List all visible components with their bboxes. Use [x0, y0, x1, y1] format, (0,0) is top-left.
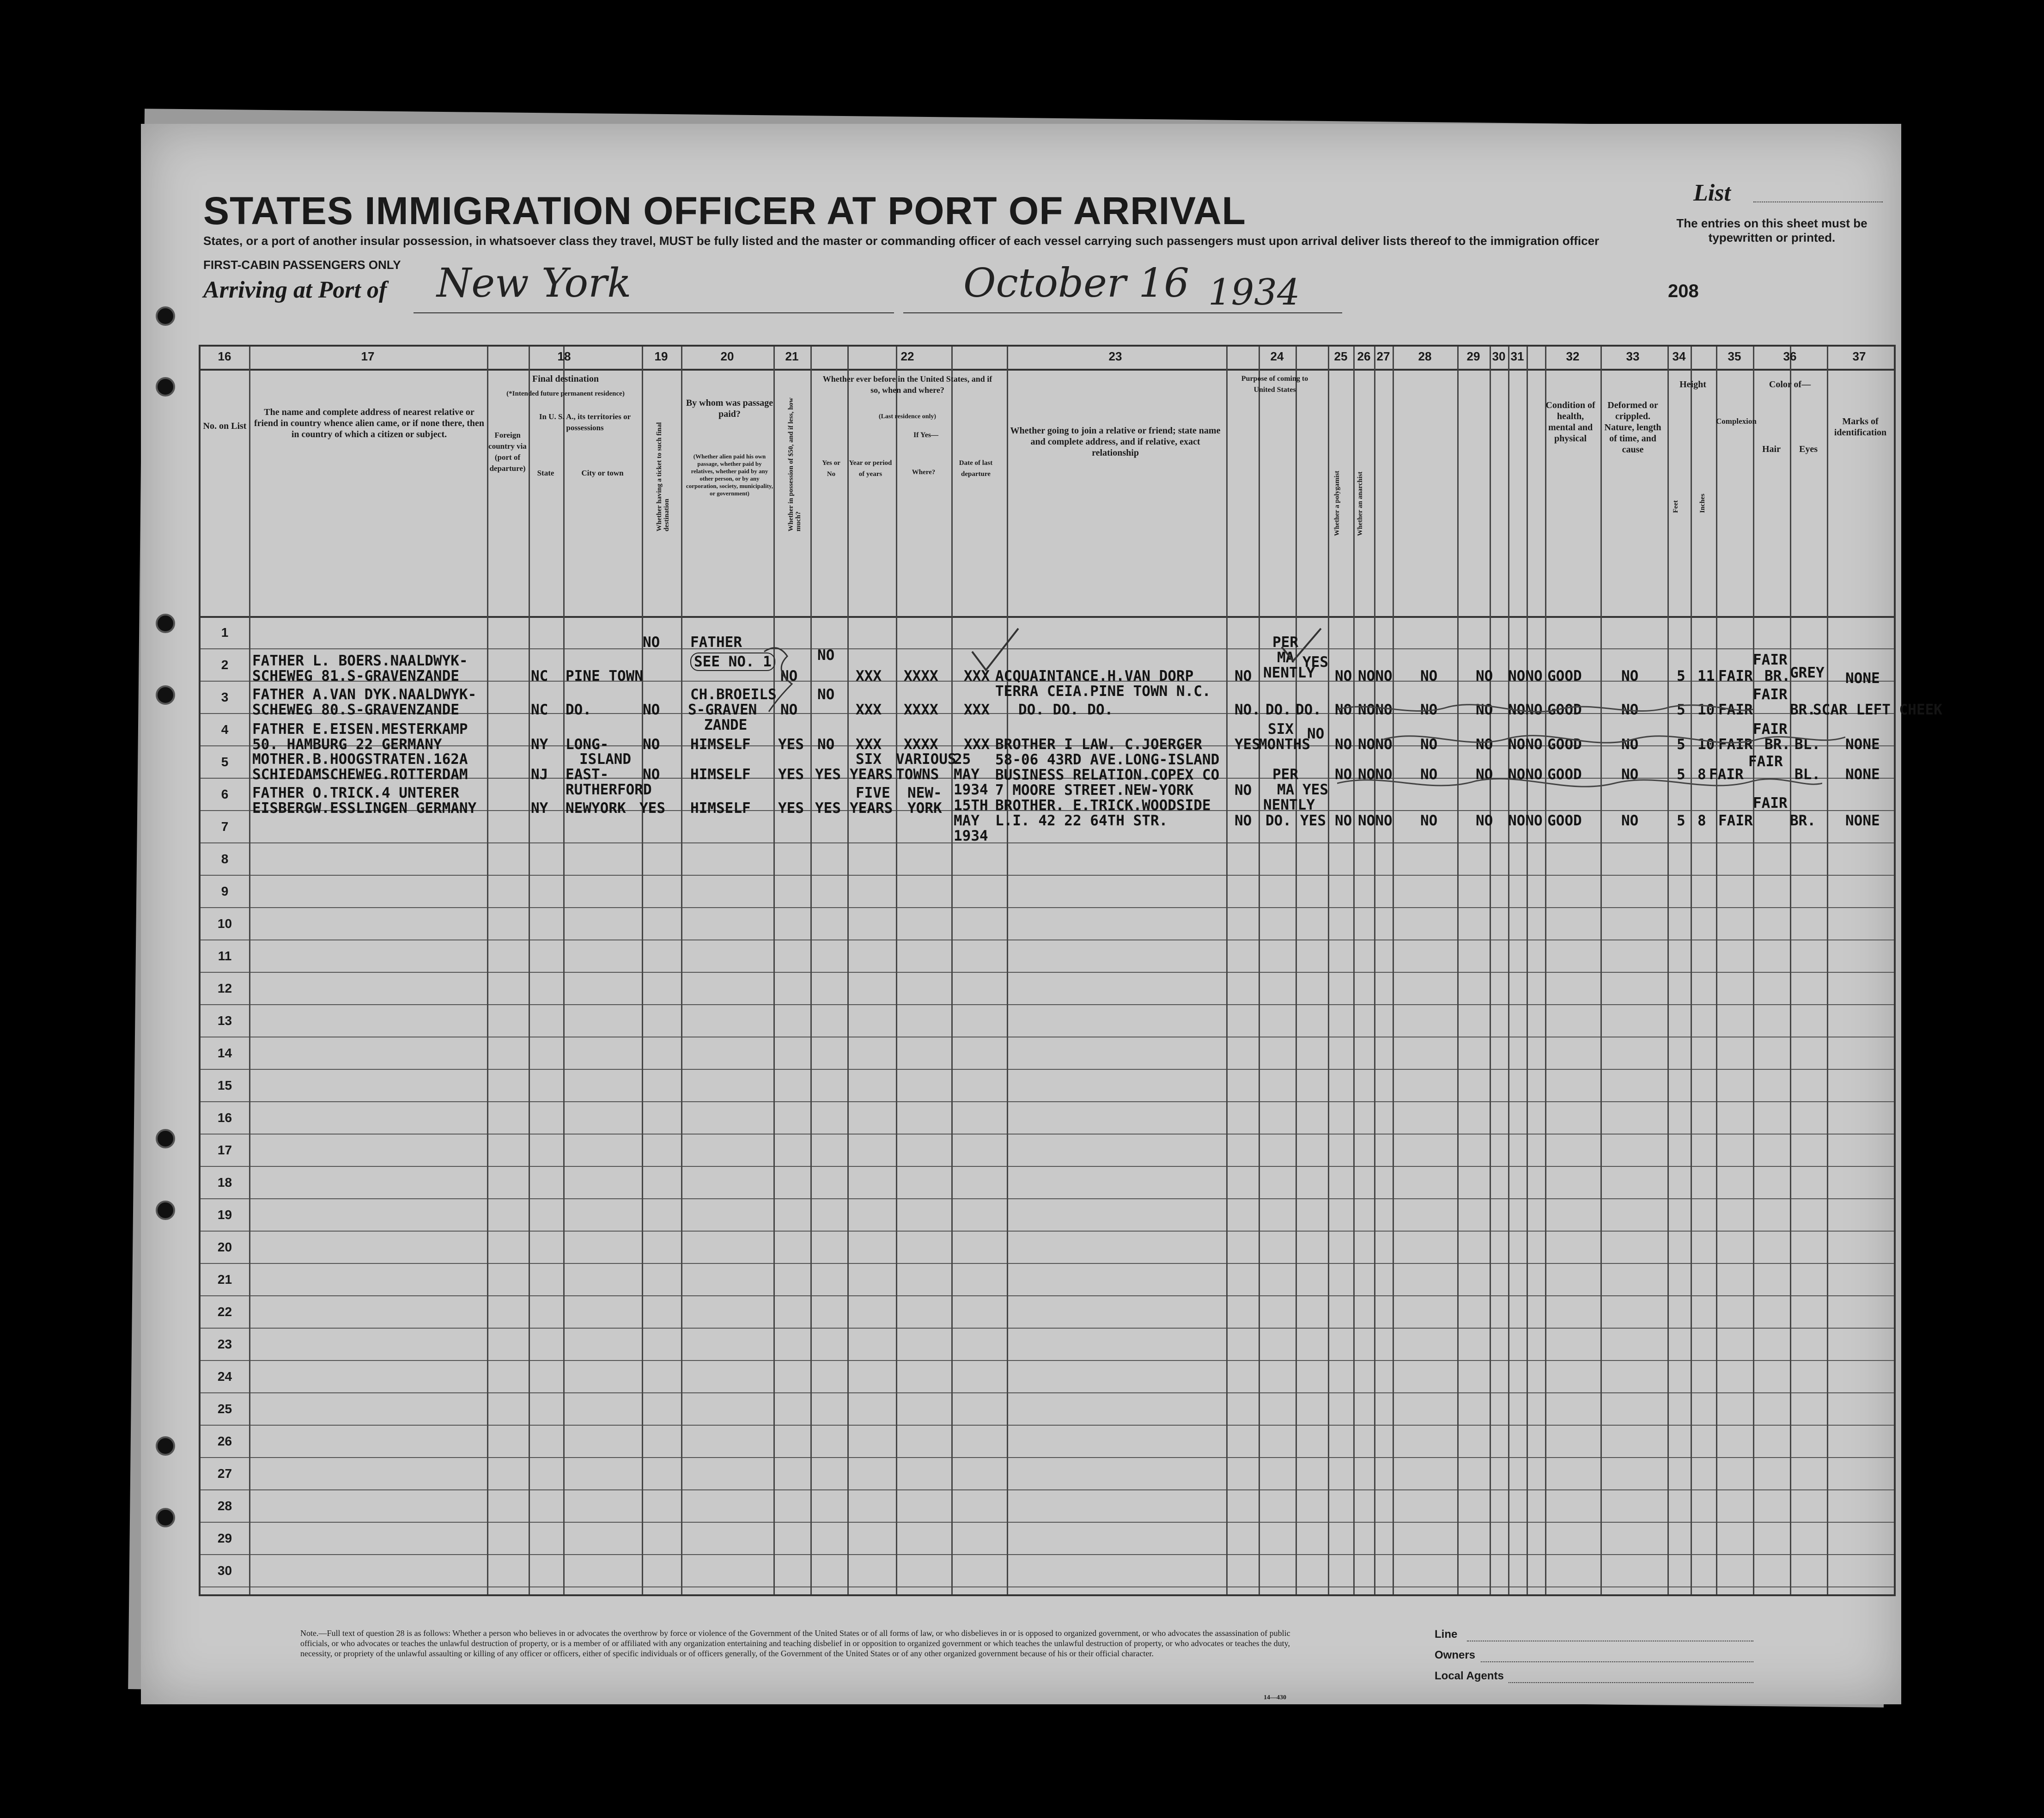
- identification-marks: NONE: [1845, 766, 1880, 783]
- row-number: 8: [221, 852, 229, 866]
- header-paid-note: (Whether alien paid his own passage, whether paid by relatives, whether paid by any other person, or by any corporation, society, municipality, or government): [686, 453, 773, 497]
- date-last: 25: [954, 751, 971, 768]
- paid-by: HIMSELF: [690, 766, 751, 783]
- paid-by: HIMSELF: [690, 736, 751, 753]
- paid-by: S-GRAVEN: [688, 702, 757, 718]
- yes-no-answer: NO: [1476, 736, 1493, 753]
- header-feet: Feet: [1672, 500, 1679, 513]
- row-number: 14: [217, 1046, 232, 1060]
- row-number: 16: [217, 1110, 232, 1125]
- relative-address: 50. HAMBURG 22 GERMANY: [252, 736, 442, 753]
- where: YORK: [907, 800, 942, 817]
- row-number: 1: [221, 625, 229, 640]
- header-city: City or town: [581, 469, 624, 477]
- header-no-on-list: No. on List: [203, 421, 247, 431]
- purpose: MONTHS: [1259, 736, 1310, 753]
- column-number: 17: [361, 349, 375, 363]
- relative-address: MOTHER.B.HOOGSTRATEN.162A: [252, 751, 468, 768]
- yes-no-answer: NO: [1335, 668, 1352, 684]
- row-number: 4: [221, 722, 229, 737]
- years: YEARS: [850, 800, 893, 817]
- header-polygamist: Whether a polygamist: [1333, 470, 1341, 536]
- column-number: 30: [1492, 349, 1506, 363]
- complexion: FAIR: [1718, 736, 1753, 753]
- hair-color: BR.: [1764, 736, 1790, 753]
- row-number: 17: [217, 1143, 232, 1157]
- height-feet: 5: [1677, 702, 1685, 718]
- header-foreign-country: Foreign country via (port of departure): [488, 431, 527, 473]
- arrival-year: 1934: [1208, 272, 1300, 313]
- join-relative: BROTHER I LAW. C.JOERGER: [995, 736, 1202, 753]
- purpose: YES: [1300, 812, 1326, 829]
- yes-no-answer: NO: [1420, 668, 1438, 684]
- header-year-period: Year or period of years: [849, 459, 892, 478]
- header-ticket: Whether having a ticket to such final destination: [656, 422, 670, 531]
- health: GOOD: [1547, 736, 1582, 753]
- years: SIX: [856, 751, 882, 768]
- row-number: 29: [217, 1531, 232, 1545]
- row-number: 22: [217, 1305, 232, 1319]
- header-deformed: Deformed or crippled. Nature, length of time, and cause: [1604, 400, 1661, 455]
- header-height: Height: [1679, 379, 1706, 390]
- row-number: 3: [221, 690, 229, 704]
- date-last: 1934: [954, 781, 988, 798]
- deformed: NO: [1621, 766, 1639, 783]
- paid-by: HIMSELF: [690, 800, 751, 817]
- dest-city: EAST-: [566, 766, 609, 783]
- join-relative: ACQUAINTANCE.H.VAN DORP: [995, 668, 1194, 684]
- yes-no-answer: NO: [1335, 702, 1352, 718]
- where: VARIOUS: [896, 751, 956, 768]
- yes-no-answer: NONO: [1358, 736, 1393, 753]
- row-number: 6: [221, 787, 229, 801]
- binder-hole-icon: [156, 377, 175, 397]
- dest-state: NC: [531, 702, 548, 718]
- date-last: 15TH: [954, 797, 988, 814]
- column-number: 28: [1418, 349, 1432, 363]
- yes-no-answer: NO: [1335, 766, 1352, 783]
- column-number: 20: [720, 349, 734, 363]
- header-in-usa: In U. S. A., its territories or possessions: [539, 412, 631, 432]
- row-number: 7: [221, 819, 229, 834]
- hair-color: FAIR: [1753, 686, 1788, 703]
- row-number: 11: [218, 949, 232, 963]
- height-feet: 5: [1677, 812, 1685, 829]
- form-number: 14—430: [1264, 1694, 1286, 1701]
- complexion: FAIR: [1718, 668, 1753, 684]
- purpose: MA: [1277, 649, 1295, 666]
- health: GOOD: [1547, 766, 1582, 783]
- deformed: NO: [1621, 736, 1639, 753]
- row-number: 10: [217, 916, 232, 931]
- yes-no-answer: NO: [1476, 812, 1493, 829]
- arriving-label: Arriving at Port of: [203, 277, 387, 303]
- height-inches: 8: [1697, 766, 1706, 783]
- years: FIVE: [856, 785, 890, 801]
- pen-scribble-icon: [760, 642, 801, 716]
- owners-label: Owners: [1435, 1649, 1476, 1661]
- health: GOOD: [1547, 812, 1582, 829]
- binder-hole-icon: [156, 306, 175, 326]
- money: YES: [778, 800, 804, 817]
- date-last: XXX: [964, 668, 990, 684]
- dest-state: NY: [531, 736, 548, 753]
- header-eyes: Eyes: [1799, 444, 1818, 454]
- hair-color: FAIR: [1748, 753, 1783, 770]
- dest-city: DO.: [566, 702, 591, 718]
- pen-scribble-icon: [1337, 769, 1822, 797]
- years: XXX: [856, 668, 882, 684]
- binder-hole-icon: [156, 1436, 175, 1456]
- row-number: 23: [217, 1337, 232, 1351]
- pen-scribble-icon: [1337, 695, 1753, 723]
- binder-hole-icon: [156, 1201, 175, 1220]
- manifest-table: [199, 345, 1942, 1596]
- header-state: State: [537, 469, 554, 477]
- identification-marks: NONE: [1845, 670, 1880, 687]
- where: NEW-: [907, 785, 942, 801]
- row-number: 26: [217, 1434, 232, 1448]
- join-relative: BROTHER. E.TRICK.WOODSIDE: [995, 797, 1211, 814]
- column-number: 19: [654, 349, 668, 363]
- ticket: YES: [639, 800, 665, 817]
- years: YEARS: [850, 766, 893, 783]
- yes-no-answer: NONO: [1358, 668, 1393, 684]
- join-relative: TERRA CEIA.PINE TOWN N.C.: [995, 683, 1211, 700]
- yes-no-answer: NONO: [1508, 812, 1543, 829]
- header-final-destination: Final destination: [532, 374, 599, 384]
- column-number: 35: [1728, 349, 1741, 363]
- yes-no-answer: NONO: [1358, 702, 1393, 718]
- ever-before: YES: [815, 766, 841, 783]
- row-number: 9: [221, 884, 229, 898]
- header-ever-before: Whether ever before in the United States, and if so, when and where?: [822, 374, 992, 395]
- page-number: 208: [1668, 281, 1699, 301]
- header-color-of: Color of—: [1769, 379, 1811, 390]
- column-number: 27: [1376, 349, 1390, 363]
- binder-hole-icon: [156, 1129, 175, 1148]
- header-inches: Inches: [1699, 494, 1706, 513]
- ever-before: NO: [817, 647, 835, 664]
- yes-no-answer: NONO: [1358, 812, 1393, 829]
- purpose: SIX: [1268, 721, 1294, 738]
- yes-no-answer: NO: [1476, 668, 1493, 684]
- relative-address: EISBERGW.ESSLINGEN GERMANY: [252, 800, 477, 817]
- join-relative: BUSINESS RELATION.COPEX CO: [995, 767, 1220, 783]
- column-number: 31: [1510, 349, 1524, 363]
- column-number: 21: [785, 349, 799, 363]
- dest-city: PINE TOWN: [566, 668, 643, 684]
- manifest-sheet: [141, 124, 1942, 1704]
- relative-address: SCHEWEG 81.S-GRAVENZANDE: [252, 668, 459, 684]
- identification-marks: NONE: [1845, 812, 1880, 829]
- hair-color: BR.: [1764, 668, 1790, 684]
- money: YES: [778, 736, 804, 753]
- column-number: 16: [218, 349, 231, 363]
- join-relative: L.I. 42 22 64TH STR.: [995, 812, 1168, 829]
- row-number: 19: [217, 1208, 232, 1222]
- header-yes-no: Yes or No: [822, 459, 840, 478]
- health: GOOD: [1547, 668, 1582, 684]
- row-number: 20: [217, 1240, 232, 1254]
- relative-address: FATHER O.TRICK.4 UNTERER: [252, 785, 459, 801]
- purpose: NO: [1235, 782, 1252, 799]
- header-going-to-join: Whether going to join a relative or friend; state name and complete address, and if relative, exact relationship: [1010, 426, 1221, 458]
- where: XXXX: [904, 736, 938, 753]
- row-number: 12: [217, 981, 232, 995]
- header-purpose: Purpose of coming to United States: [1241, 375, 1308, 394]
- line-label: Line: [1435, 1628, 1458, 1641]
- where: XXXX: [904, 668, 938, 684]
- height-inches: 10: [1697, 702, 1715, 718]
- money: NO: [780, 668, 798, 684]
- purpose: NO.: [1235, 702, 1260, 718]
- ever-before: NO: [817, 736, 835, 753]
- binder-hole-icon: [156, 1508, 175, 1527]
- row-number: 2: [221, 658, 229, 672]
- port-line: [414, 312, 894, 313]
- relative-address: FATHER E.EISEN.MESTERKAMP: [252, 721, 468, 738]
- yes-no-answer: NO: [1420, 766, 1438, 783]
- yes-no-answer: NO: [1420, 736, 1438, 753]
- eye-color: GREY: [1790, 665, 1825, 681]
- header-nearest-relative: The name and complete address of nearest relative or friend in country whence alien came, or if none there, then in country of which a citizen or subject.: [254, 407, 485, 439]
- pen-scribble-icon: [1383, 726, 1845, 753]
- yes-no-answer: NONO: [1508, 736, 1543, 753]
- list-label: List: [1693, 180, 1731, 206]
- agents-blank: [1509, 1682, 1753, 1683]
- dest-city: NEWYORK: [566, 800, 626, 817]
- purpose: NO: [1235, 812, 1252, 829]
- yes-no-answer: NONO: [1508, 668, 1543, 684]
- purpose: DO.: [1296, 702, 1321, 718]
- yes-no-answer: NO: [1420, 812, 1438, 829]
- dest-state: NJ: [531, 766, 548, 783]
- purpose: MA: [1277, 781, 1295, 798]
- column-number: 22: [900, 349, 914, 363]
- paid-by: CH.BROEILS: [690, 686, 777, 703]
- header-health: Condition of health, mental and physical: [1545, 400, 1595, 444]
- eye-color: BL.: [1795, 766, 1820, 783]
- yes-no-answer: NO: [1335, 812, 1352, 829]
- health: GOOD: [1547, 702, 1582, 718]
- purpose: NENTLY: [1263, 665, 1315, 681]
- relative-address: SCHEWEG 80.S-GRAVENZANDE: [252, 702, 459, 718]
- relative-address: SCHIEDAMSCHEWEG.ROTTERDAM: [252, 766, 468, 783]
- paid-by: ZANDE: [704, 717, 748, 733]
- arrival-date: October 16: [963, 260, 1189, 306]
- dest-state: NY: [531, 800, 548, 817]
- height-feet: 5: [1677, 766, 1685, 783]
- identification-marks: NONE: [1845, 736, 1880, 753]
- money: NO: [780, 702, 798, 718]
- date-last: MAY: [954, 812, 979, 829]
- yes-no-answer: NONO: [1508, 766, 1543, 783]
- years: XXX: [856, 736, 882, 753]
- date-last: MAY: [954, 766, 979, 783]
- header-anarchist: Whether an anarchist: [1357, 471, 1364, 536]
- hair-color: FAIR: [1753, 795, 1788, 811]
- hair-color: FAIR: [1753, 652, 1788, 668]
- column-number: 32: [1566, 349, 1580, 363]
- form-title: STATES IMMIGRATION OFFICER AT PORT OF ARRIVAL: [203, 189, 1246, 232]
- date-last: XXX: [964, 736, 990, 753]
- purpose: PER: [1272, 634, 1298, 651]
- dest-state: NC: [531, 668, 548, 684]
- yes-no-answer: NO: [1335, 736, 1352, 753]
- column-number: 29: [1466, 349, 1480, 363]
- paid-by: FATHER: [690, 634, 742, 651]
- local-agents-label: Local Agents: [1435, 1670, 1504, 1682]
- yes-no-answer: NONO: [1508, 702, 1543, 718]
- column-number: 23: [1108, 349, 1122, 363]
- yes-no-answer: NO: [1476, 702, 1493, 718]
- yes-no-answer: NO: [1420, 702, 1438, 718]
- header-where: Where?: [912, 469, 936, 476]
- checkmark-icon: [967, 624, 1023, 675]
- height-feet: 5: [1677, 736, 1685, 753]
- purpose: PER: [1272, 766, 1298, 783]
- height-feet: 5: [1677, 668, 1685, 684]
- row-number: 27: [217, 1466, 232, 1481]
- header-last-res: (Last residence only): [878, 413, 937, 420]
- complexion: FAIR: [1718, 702, 1753, 718]
- purpose: NENTLY: [1263, 797, 1315, 813]
- deformed: NO: [1621, 668, 1639, 684]
- list-blank: [1753, 201, 1883, 202]
- deformed: NO: [1621, 702, 1639, 718]
- ticket: NO: [643, 634, 660, 651]
- row-number: 28: [217, 1499, 232, 1513]
- deformed: NO: [1621, 812, 1639, 829]
- height-inches: 11: [1697, 668, 1715, 684]
- relative-address: FATHER L. BOERS.NAALDWYK-: [252, 653, 468, 669]
- row-number: 18: [217, 1175, 232, 1190]
- header-fifty-dollars: Whether in possession of $50, and if less, how much?: [787, 397, 802, 531]
- date-last: XXX: [964, 702, 990, 718]
- dest-city: RUTHERFORD: [566, 781, 652, 798]
- complexion: FAIR: [1709, 766, 1744, 783]
- row-number: 13: [217, 1013, 232, 1028]
- dest-city: ISLAND: [579, 751, 631, 768]
- header-passage-paid: By whom was passage paid?: [686, 398, 773, 419]
- yes-no-answer: NO: [1476, 766, 1493, 783]
- join-relative: 7 MOORE STREET.NEW-YORK: [995, 782, 1194, 799]
- hair-color: FAIR: [1753, 721, 1788, 738]
- column-number: 24: [1270, 349, 1284, 363]
- row-number: 5: [221, 755, 229, 769]
- header-final-destination-sub: (*Intended future permanent residence): [506, 390, 625, 397]
- owners-blank: [1481, 1661, 1753, 1662]
- relative-address: FATHER A.VAN DYK.NAALDWYK-: [252, 686, 477, 703]
- purpose: DO.: [1265, 702, 1291, 718]
- checkmark-icon: [1277, 624, 1323, 665]
- header-marks: Marks of identification: [1834, 416, 1887, 438]
- row-number: 25: [217, 1402, 232, 1416]
- column-number: 37: [1852, 349, 1866, 363]
- column-number: 34: [1672, 349, 1686, 363]
- column-number: 33: [1626, 349, 1640, 363]
- ever-before: YES: [815, 800, 841, 817]
- join-relative: 58-06 43RD AVE.LONG-ISLAND: [995, 751, 1220, 768]
- header-complexion: Complexion: [1716, 417, 1757, 426]
- purpose: YES: [1235, 736, 1260, 753]
- column-number: 18: [557, 349, 571, 363]
- binder-hole-icon: [156, 685, 175, 705]
- ticket: NO: [643, 702, 660, 718]
- dest-city: LONG-: [566, 736, 609, 753]
- eye-color: BL.: [1795, 736, 1820, 753]
- column-number: 36: [1783, 349, 1797, 363]
- column-number: 26: [1357, 349, 1371, 363]
- header-hair: Hair: [1762, 444, 1781, 454]
- height-inches: 8: [1697, 812, 1706, 829]
- row-number: 30: [217, 1563, 232, 1578]
- years: XXX: [856, 702, 882, 718]
- height-inches: 10: [1697, 736, 1715, 753]
- instructions: The entries on this sheet must be typewritten or printed.: [1676, 216, 1868, 244]
- binder-hole-icon: [156, 614, 175, 633]
- footer-note: Note.—Full text of question 28 is as follows: Whether a person who believes in or advocates the overthrow by force or violence of the Government of the United States or of all forms of law, or who disbelieves in or is opposed to organized government, or who advocates the assassination of public officials, or who advocates or teaches the unlawful destruction of property, or is a member of or affiliated with any organization entertaining and teaching disbelief in or opposition to organized government or which teaches the unlawful destruction of property, or who advocates or teaches the duty, necessity, or propriety of the unlawful assaulting or killing of any officer or officers, either of specific individuals or of officers generally, of the Government of the United States or of any other organized government because of his or their official character.: [300, 1629, 1290, 1658]
- class-line: FIRST-CABIN PASSENGERS ONLY: [203, 258, 401, 272]
- purpose: YES: [1302, 654, 1328, 671]
- purpose: NO: [1235, 668, 1252, 684]
- eye-color: BR.: [1790, 812, 1816, 829]
- ticket: NO: [643, 736, 660, 753]
- paid-by: SEE NO. 1: [690, 653, 775, 671]
- ever-before: NO: [817, 686, 835, 703]
- date-last: 1934: [954, 828, 988, 844]
- row-number: 21: [217, 1272, 232, 1287]
- column-number: 25: [1334, 349, 1348, 363]
- header-date-last: Date of last departure: [959, 459, 993, 478]
- purpose: DO.: [1265, 812, 1291, 829]
- row-number: 24: [217, 1369, 232, 1384]
- row-number: 15: [217, 1078, 232, 1092]
- purpose: YES: [1302, 781, 1328, 798]
- where: TOWNS: [896, 766, 939, 783]
- yes-no-answer: NONO: [1358, 766, 1393, 783]
- eye-color: BR.: [1790, 702, 1816, 718]
- header-if-yes: If Yes—: [913, 431, 939, 439]
- purpose: NO: [1307, 726, 1325, 742]
- money: YES: [778, 766, 804, 783]
- ticket: NO: [643, 766, 660, 783]
- port-name: New York: [437, 260, 632, 306]
- join-relative: DO. DO. DO.: [1018, 702, 1113, 718]
- complexion: FAIR: [1718, 812, 1753, 829]
- where: XXXX: [904, 702, 938, 718]
- identification-marks: SCAR LEFT CHEEK: [1813, 702, 1942, 718]
- form-subtitle: States, or a port of another insular possession, in whatsoever class they travel, MUST be fully listed and the master or commanding officer of each vessel carrying such passengers must upon arrival deliver lists thereof to the immigration officer: [203, 234, 1600, 248]
